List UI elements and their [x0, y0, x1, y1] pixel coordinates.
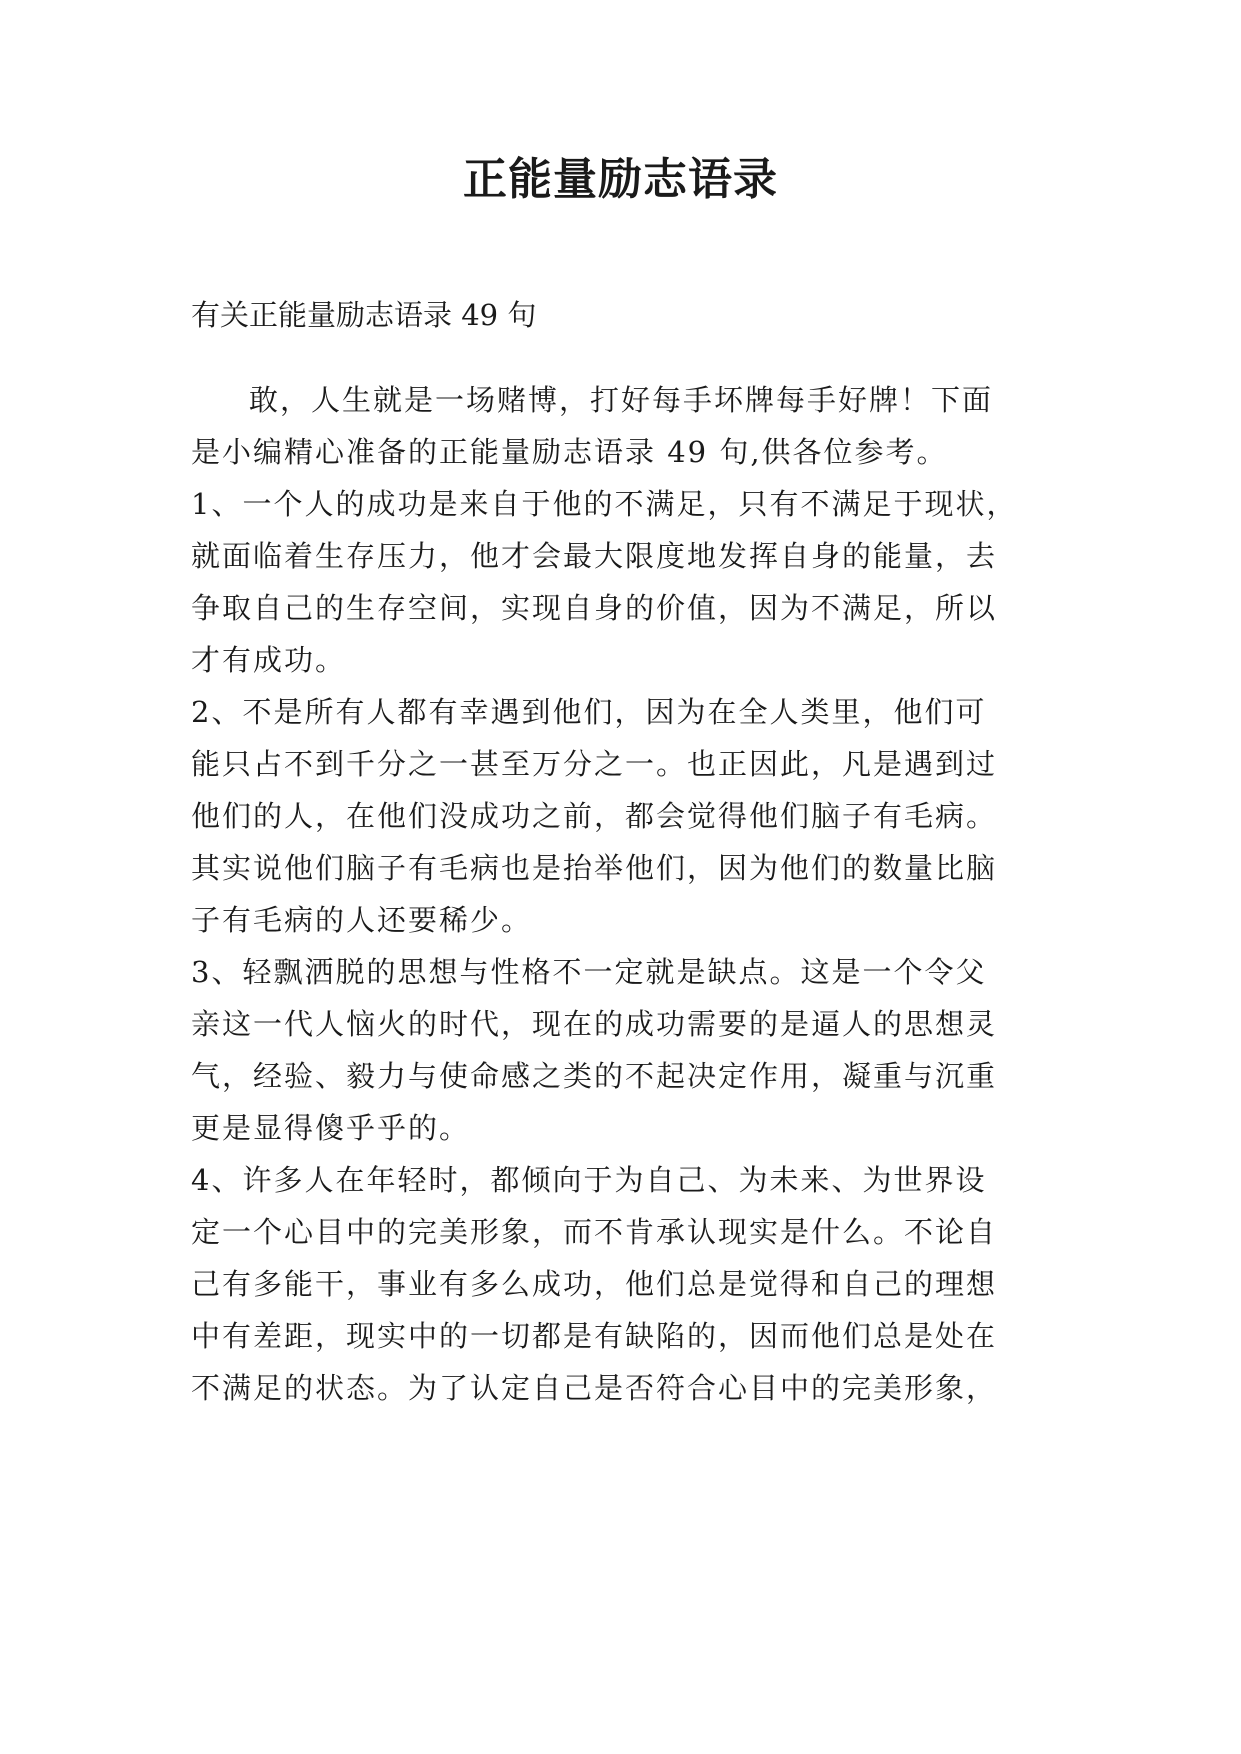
text-line: 敢，人生就是一场赌博，打好每手坏牌每手好牌！下面 — [249, 383, 994, 417]
text-line: 定一个心目中的完美形象，而不肯承认现实是什么。不论自 — [191, 1215, 998, 1249]
text-line: 争取自己的生存空间，实现自身的价值，因为不满足，所以 — [191, 591, 998, 625]
text-line: 4、许多人在年轻时，都倾向于为自己、为未来、为世界设 — [191, 1163, 987, 1197]
text-line: 1、一个人的成功是来自于他的不满足，只有不满足于现状， — [191, 487, 1018, 521]
text-line: 不满足的状态。为了认定自己是否符合心目中的完美形象， — [191, 1371, 998, 1405]
text-line: 己有多能干，事业有多么成功，他们总是觉得和自己的理想 — [191, 1267, 998, 1301]
text-line: 亲这一代人恼火的时代，现在的成功需要的是逼人的思想灵 — [191, 1007, 998, 1041]
text-line: 3、轻飘洒脱的思想与性格不一定就是缺点。这是一个令父 — [191, 955, 987, 989]
document-subtitle: 有关正能量励志语录 49 句 — [191, 298, 537, 332]
text-line: 就面临着生存压力，他才会最大限度地发挥自身的能量，去 — [191, 539, 998, 573]
text-line: 能只占不到千分之一甚至万分之一。也正因此，凡是遇到过 — [191, 747, 998, 781]
text-line: 是小编精心准备的正能量励志语录 49 句,供各位参考。 — [191, 435, 948, 469]
text-line: 中有差距，现实中的一切都是有缺陷的，因而他们总是处在 — [191, 1319, 998, 1353]
text-line: 更是显得傻乎乎的。 — [191, 1111, 471, 1145]
text-line: 才有成功。 — [191, 643, 347, 677]
text-line: 2、不是所有人都有幸遇到他们，因为在全人类里，他们可 — [191, 695, 987, 729]
text-line: 气，经验、毅力与使命感之类的不起决定作用，凝重与沉重 — [191, 1059, 998, 1093]
text-line: 子有毛病的人还要稀少。 — [191, 903, 533, 937]
document-title: 正能量励志语录 — [463, 154, 778, 205]
text-line: 其实说他们脑子有毛病也是抬举他们，因为他们的数量比脑 — [191, 851, 998, 885]
text-line: 他们的人，在他们没成功之前，都会觉得他们脑子有毛病。 — [191, 799, 998, 833]
